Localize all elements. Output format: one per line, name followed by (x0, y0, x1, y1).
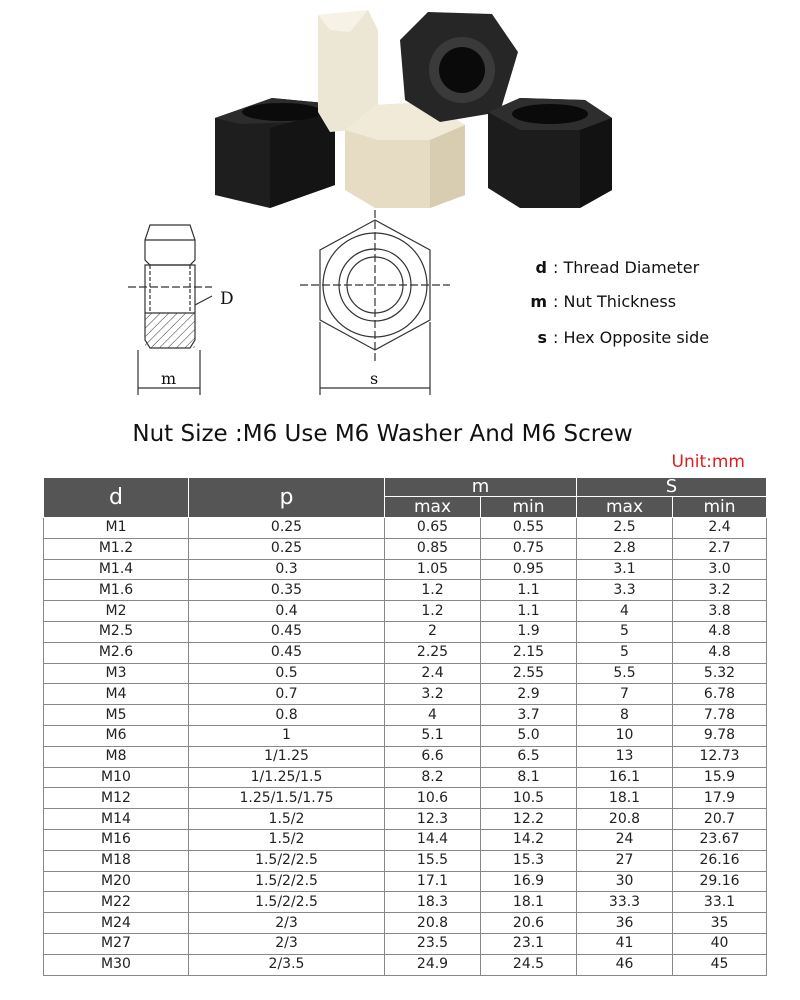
black-nut-left-icon (215, 98, 335, 208)
table-row (44, 725, 767, 746)
cell-m-min: 10.5 (481, 788, 577, 809)
cell-s-max: 2.5 (577, 518, 673, 539)
cell-m-min: 2.15 (481, 642, 577, 663)
table-row (44, 538, 767, 559)
cell-s-min: 35 (673, 913, 767, 934)
cell-p: 1.5/2/2.5 (189, 892, 385, 913)
cell-s-max: 46 (577, 954, 673, 975)
top-view-drawing (300, 210, 450, 395)
cell-d: M27 (44, 933, 189, 954)
cell-m-max: 2.4 (385, 663, 481, 684)
table-row (44, 684, 767, 705)
cell-s-min: 3.0 (673, 559, 767, 580)
cell-s-min: 20.7 (673, 809, 767, 830)
cell-p: 1.25/1.5/1.75 (189, 788, 385, 809)
cell-s-min: 2.4 (673, 518, 767, 539)
legend-key: m (530, 292, 547, 311)
table-row (44, 788, 767, 809)
cell-s-max: 3.3 (577, 580, 673, 601)
table-row (44, 871, 767, 892)
cell-m-min: 1.9 (481, 621, 577, 642)
cell-s-min: 3.8 (673, 601, 767, 622)
cell-p: 0.4 (189, 601, 385, 622)
nut-technical-diagram (0, 210, 800, 410)
header-m-min: min (481, 497, 577, 518)
cell-p: 0.25 (189, 538, 385, 559)
cell-s-min: 2.7 (673, 538, 767, 559)
cell-m-min: 24.5 (481, 954, 577, 975)
cell-s-min: 7.78 (673, 705, 767, 726)
table-row (44, 705, 767, 726)
cell-d: M4 (44, 684, 189, 705)
cell-m-max: 24.9 (385, 954, 481, 975)
cell-s-min: 15.9 (673, 767, 767, 788)
table-row (44, 809, 767, 830)
cell-p: 2/3 (189, 933, 385, 954)
cell-m-min: 3.7 (481, 705, 577, 726)
cell-d: M22 (44, 892, 189, 913)
cell-d: M2 (44, 601, 189, 622)
cell-m-max: 14.4 (385, 829, 481, 850)
cell-m-min: 5.0 (481, 725, 577, 746)
cell-d: M2.5 (44, 621, 189, 642)
cell-s-min: 23.67 (673, 829, 767, 850)
cell-d: M5 (44, 705, 189, 726)
unit-label: Unit:mm (671, 452, 745, 472)
cell-d: M1 (44, 518, 189, 539)
cell-m-max: 17.1 (385, 871, 481, 892)
cell-m-min: 18.1 (481, 892, 577, 913)
cell-s-max: 10 (577, 725, 673, 746)
cell-d: M2.6 (44, 642, 189, 663)
cell-m-max: 1.2 (385, 601, 481, 622)
cell-s-max: 7 (577, 684, 673, 705)
cell-s-min: 33.1 (673, 892, 767, 913)
cell-d: M1.6 (44, 580, 189, 601)
cell-d: M8 (44, 746, 189, 767)
cell-s-max: 27 (577, 850, 673, 871)
cell-s-min: 17.9 (673, 788, 767, 809)
black-nut-upright-icon (400, 12, 518, 122)
nut-size-caption: Nut Size :M6 Use M6 Washer And M6 Screw (132, 421, 633, 447)
header-s-min: min (673, 497, 767, 518)
cell-d: M14 (44, 809, 189, 830)
cell-m-min: 0.75 (481, 538, 577, 559)
cell-m-max: 12.3 (385, 809, 481, 830)
cell-m-max: 15.5 (385, 850, 481, 871)
cell-s-min: 26.16 (673, 850, 767, 871)
black-nut-right-icon (488, 98, 612, 208)
legend-item-m: m : Nut Thickness (525, 292, 676, 311)
cell-d: M20 (44, 871, 189, 892)
cell-s-max: 13 (577, 746, 673, 767)
table-row (44, 601, 767, 622)
label-m: m (161, 369, 177, 388)
cell-s-max: 41 (577, 933, 673, 954)
cell-m-max: 1.05 (385, 559, 481, 580)
cell-m-min: 20.6 (481, 913, 577, 934)
cell-s-max: 4 (577, 601, 673, 622)
table-row (44, 954, 767, 975)
cell-s-min: 12.73 (673, 746, 767, 767)
header-s-max: max (577, 497, 673, 518)
table-row (44, 621, 767, 642)
cell-p: 0.5 (189, 663, 385, 684)
cell-m-max: 2.25 (385, 642, 481, 663)
cell-p: 2/3 (189, 913, 385, 934)
cell-s-min: 4.8 (673, 621, 767, 642)
cell-d: M18 (44, 850, 189, 871)
cell-m-max: 20.8 (385, 913, 481, 934)
cell-s-max: 20.8 (577, 809, 673, 830)
cell-s-min: 45 (673, 954, 767, 975)
cell-p: 0.7 (189, 684, 385, 705)
legend-text: Nut Thickness (563, 292, 677, 311)
cell-m-max: 4 (385, 705, 481, 726)
cell-d: M24 (44, 913, 189, 934)
legend-key: d (535, 258, 547, 277)
cell-m-max: 18.3 (385, 892, 481, 913)
table-row (44, 892, 767, 913)
cell-p: 0.8 (189, 705, 385, 726)
cell-s-min: 4.8 (673, 642, 767, 663)
cell-s-max: 5 (577, 621, 673, 642)
cell-p: 1 (189, 725, 385, 746)
cell-d: M12 (44, 788, 189, 809)
cell-p: 0.45 (189, 621, 385, 642)
cell-s-max: 5 (577, 642, 673, 663)
cell-p: 1.5/2 (189, 829, 385, 850)
cell-m-min: 2.9 (481, 684, 577, 705)
table-row (44, 767, 767, 788)
legend-text: Hex Opposite side (563, 328, 710, 347)
cell-s-min: 29.16 (673, 871, 767, 892)
cell-p: 0.35 (189, 580, 385, 601)
cell-d: M6 (44, 725, 189, 746)
table-row (44, 933, 767, 954)
table-row (44, 580, 767, 601)
nut-spec-table (43, 477, 767, 976)
cell-m-min: 23.1 (481, 933, 577, 954)
cell-p: 2/3.5 (189, 954, 385, 975)
cell-m-min: 14.2 (481, 829, 577, 850)
cell-m-max: 10.6 (385, 788, 481, 809)
cell-s-max: 33.3 (577, 892, 673, 913)
cell-m-min: 1.1 (481, 580, 577, 601)
cell-m-min: 15.3 (481, 850, 577, 871)
cell-s-min: 5.32 (673, 663, 767, 684)
cell-m-max: 2 (385, 621, 481, 642)
cell-d: M1.4 (44, 559, 189, 580)
cell-p: 1.5/2/2.5 (189, 850, 385, 871)
cell-s-max: 18.1 (577, 788, 673, 809)
cell-s-min: 6.78 (673, 684, 767, 705)
cell-m-max: 0.65 (385, 518, 481, 539)
label-s: s (370, 369, 379, 388)
cell-s-min: 9.78 (673, 725, 767, 746)
cell-s-min: 3.2 (673, 580, 767, 601)
table-row (44, 829, 767, 850)
cell-m-max: 0.85 (385, 538, 481, 559)
cell-s-min: 40 (673, 933, 767, 954)
cell-d: M16 (44, 829, 189, 850)
cell-p: 0.45 (189, 642, 385, 663)
cell-m-min: 2.55 (481, 663, 577, 684)
cell-s-max: 16.1 (577, 767, 673, 788)
cell-s-max: 30 (577, 871, 673, 892)
cell-m-max: 23.5 (385, 933, 481, 954)
cell-m-min: 16.9 (481, 871, 577, 892)
cell-p: 0.3 (189, 559, 385, 580)
table-row (44, 663, 767, 684)
table-body (44, 518, 767, 976)
table-row (44, 913, 767, 934)
legend-item-s: s : Hex Opposite side (525, 328, 709, 347)
header-p: p (189, 478, 385, 518)
cell-s-max: 24 (577, 829, 673, 850)
header-d: d (44, 478, 189, 518)
cell-s-max: 5.5 (577, 663, 673, 684)
cell-d: M3 (44, 663, 189, 684)
table-row (44, 746, 767, 767)
cell-m-min: 8.1 (481, 767, 577, 788)
cell-m-max: 1.2 (385, 580, 481, 601)
legend-text: Thread Diameter (563, 258, 700, 277)
cell-m-min: 0.55 (481, 518, 577, 539)
label-D: D (220, 289, 234, 309)
cell-p: 1.5/2 (189, 809, 385, 830)
cell-p: 1/1.25 (189, 746, 385, 767)
table-row (44, 850, 767, 871)
legend-key: s (537, 328, 547, 347)
cell-m-max: 8.2 (385, 767, 481, 788)
legend-item-d: d : Thread Diameter (525, 258, 699, 277)
cell-p: 0.25 (189, 518, 385, 539)
table-row (44, 518, 767, 539)
cell-m-min: 12.2 (481, 809, 577, 830)
cell-s-max: 2.8 (577, 538, 673, 559)
header-s: S (577, 478, 767, 497)
cell-d: M30 (44, 954, 189, 975)
header-m: m (385, 478, 577, 497)
cell-s-max: 8 (577, 705, 673, 726)
cell-m-min: 1.1 (481, 601, 577, 622)
cell-m-max: 6.6 (385, 746, 481, 767)
hex-nut-photo (0, 0, 800, 215)
cell-m-max: 5.1 (385, 725, 481, 746)
cell-m-max: 3.2 (385, 684, 481, 705)
cell-p: 1.5/2/2.5 (189, 871, 385, 892)
cell-s-max: 36 (577, 913, 673, 934)
cell-p: 1/1.25/1.5 (189, 767, 385, 788)
cell-d: M1.2 (44, 538, 189, 559)
cell-d: M10 (44, 767, 189, 788)
cell-m-min: 6.5 (481, 746, 577, 767)
table-row (44, 559, 767, 580)
header-m-max: max (385, 497, 481, 518)
cell-m-min: 0.95 (481, 559, 577, 580)
cell-s-max: 3.1 (577, 559, 673, 580)
table-row (44, 642, 767, 663)
